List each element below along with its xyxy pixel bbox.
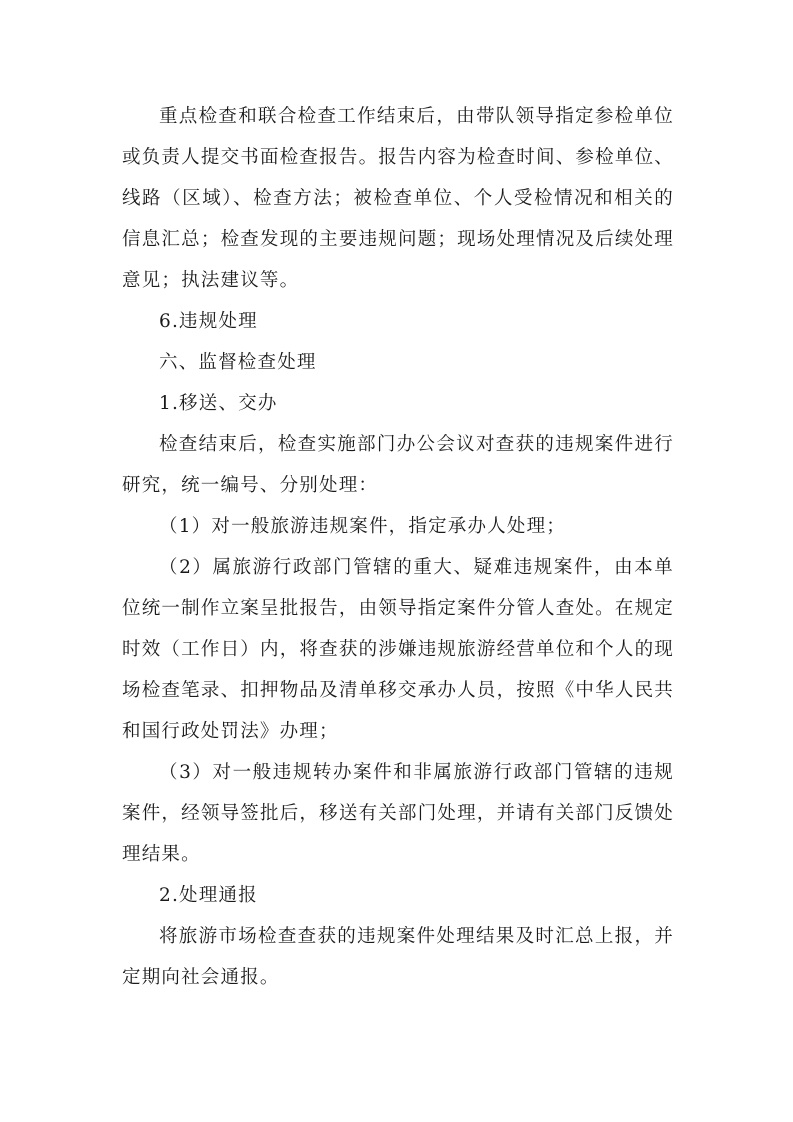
paragraph-inspection-report: 重点检查和联合检查工作结束后，由带队领导指定参检单位或负责人提交书面检查报告。报告内容为检查时间、参检单位、线路（区域）、检查方法；被检查单位、个人受检情况和相关的信息汇总；检查发现的主要违规问题；现场处理情况及后续处理意见；执法建议等。 — [122, 106, 674, 291]
paragraph-item-3: （3）对一般违规转办案件和非属旅游行政部门管辖的违规案件，经领导签批后，移送有关部门处理，并请有关部门反馈处理结果。 — [122, 762, 674, 865]
paragraph-case-research: 检查结束后，检查实施部门办公会议对查获的违规案件进行研究，统一编号、分别处理： — [122, 434, 674, 496]
paragraph-notice-content: 将旅游市场检查查获的违规案件处理结果及时汇总上报，并定期向社会通报。 — [122, 926, 674, 988]
heading-violation-handling: 6.违规处理 — [159, 311, 258, 332]
heading-supervision-handling: 六、监督检查处理 — [159, 352, 317, 373]
heading-transfer-assign: 1.移送、交办 — [159, 393, 278, 414]
paragraph-item-1: （1）对一般旅游违规案件，指定承办人处理； — [159, 516, 566, 537]
document-body — [122, 96, 674, 998]
paragraph-item-2: （2）属旅游行政部门管辖的重大、疑难违规案件，由本单位统一制作立案呈批报告，由领导指定案件分管人查处。在规定时效（工作日）内，将查获的涉嫌违规旅游经营单位和个人的现场检查笔录、扣押物品及清单移交承办人员，按照《中华人民共和国行政处罚法》办理； — [122, 557, 674, 742]
heading-handling-notice: 2.处理通报 — [159, 885, 258, 906]
